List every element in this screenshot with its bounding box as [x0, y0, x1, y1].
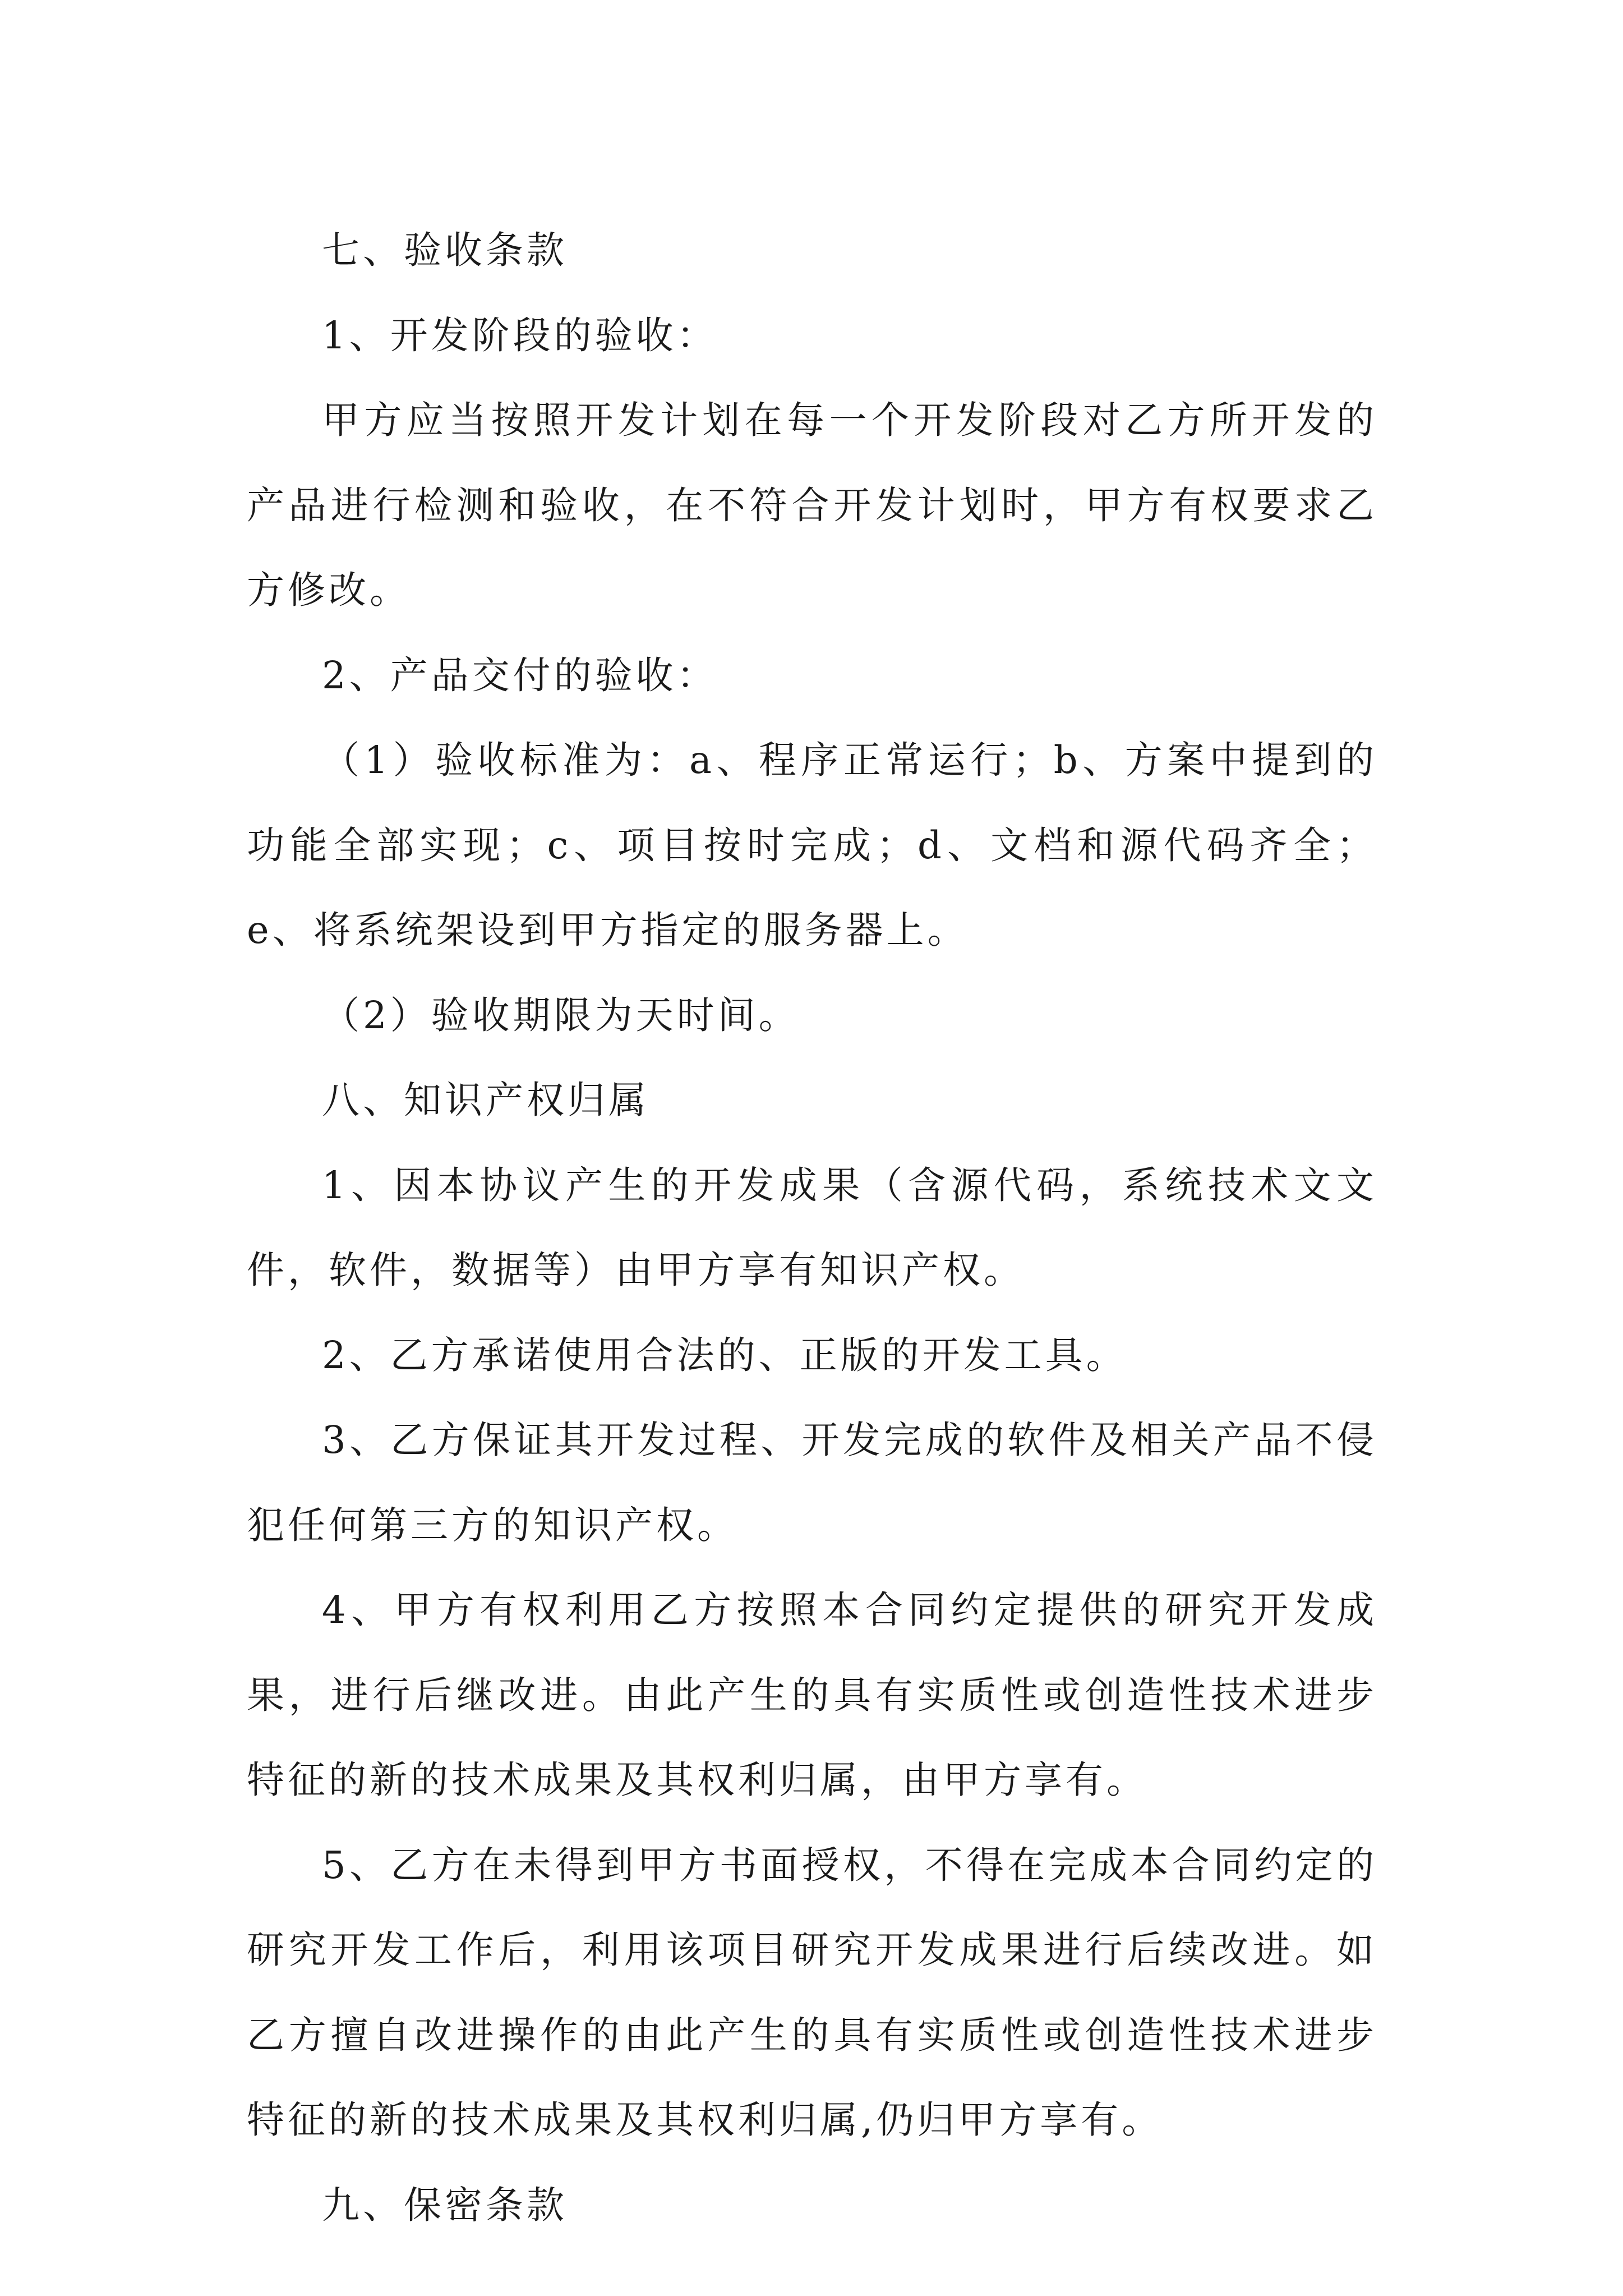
paragraph-improvement-rights: 4、甲方有权利用乙方按照本合同约定提供的研究开发成果，进行后继改进。由此产生的具有实质性或创造性技术进步特征的新的技术成果及其权利归属，由甲方享有。: [247, 1588, 1377, 1802]
subheading-delivery-acceptance: 2、产品交付的验收：: [322, 653, 718, 697]
paragraph-unauthorized-improvement: 5、乙方在未得到甲方书面授权，不得在完成本合同约定的研究开发工作后，利用该项目研究开发成果进行后续改进。如乙方擅自改进操作的由此产生的具有实质性或创造性技术进步特征的新的技术成果及其权利归属,仍归甲方享有。: [247, 1843, 1377, 2142]
paragraph-ip-ownership: 1、因本协议产生的开发成果（含源代码，系统技术文文件，软件，数据等）由甲方享有知识产权。: [247, 1163, 1377, 1292]
section-heading-confidentiality: 九、保密条款: [322, 2183, 568, 2227]
paragraph-acceptance-period: （2）验收期限为天时间。: [322, 993, 800, 1037]
document-body: [247, 208, 1377, 2248]
paragraph-legal-tools: 2、乙方承诺使用合法的、正版的开发工具。: [322, 1333, 1127, 1377]
subheading-development-acceptance: 1、开发阶段的验收：: [322, 313, 718, 357]
paragraph-development-acceptance: 甲方应当按照开发计划在每一个开发阶段对乙方所开发的产品进行检测和验收，在不符合开发计划时，甲方有权要求乙方修改。: [247, 398, 1377, 612]
section-heading-acceptance: 七、验收条款: [322, 228, 568, 272]
section-heading-ip: 八、知识产权归属: [322, 1078, 649, 1122]
paragraph-acceptance-standard: （1）验收标准为：a、程序正常运行；b、方案中提到的功能全部实现；c、项目按时完成；d、文档和源代码齐全；e、将系统架设到甲方指定的服务器上。: [247, 738, 1377, 952]
paragraph-no-infringement: 3、乙方保证其开发过程、开发完成的软件及相关产品不侵犯任何第三方的知识产权。: [247, 1418, 1377, 1547]
